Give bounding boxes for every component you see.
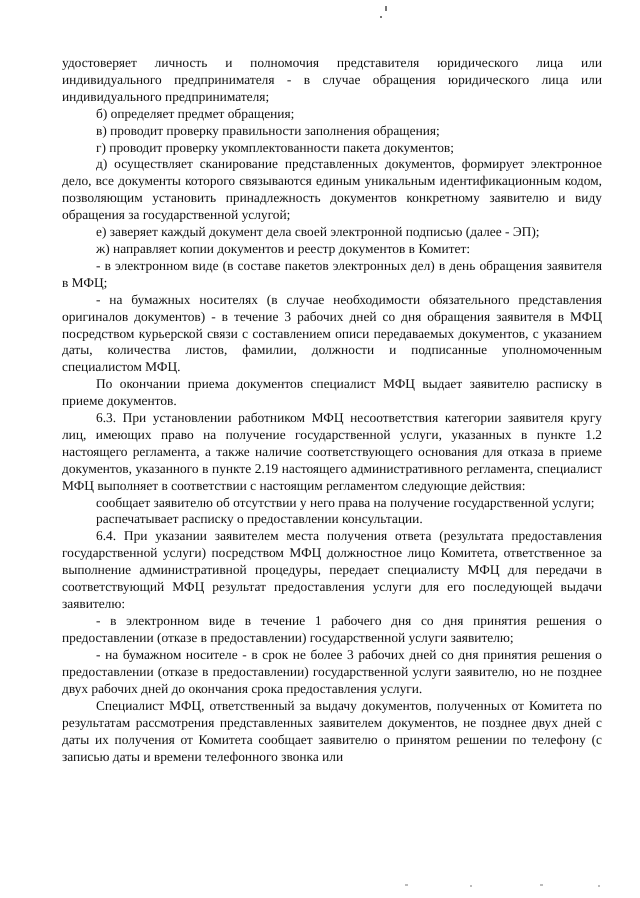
paragraph-d: д) осуществляет сканирование представленных документов, формирует электронное дело, все документы которого связываются единым уникальным идентификационным кодом, позволяющим установить принадлежность документов конкретному заявителю и виду обращения за государственной услугой;	[62, 156, 602, 223]
paragraph-v: в) проводит проверку правильности заполнения обращения;	[96, 122, 440, 138]
scan-speck	[380, 16, 382, 18]
action-print: распечатывает расписку о предоставлении консультации.	[96, 511, 423, 527]
scan-speck	[385, 6, 387, 11]
paragraph-zh: ж) направляет копии документов и реестр документов в Комитет:	[96, 240, 471, 256]
list-item-paper-result: - на бумажном носителе - в срок не более 3 рабочих дней со дня принятия решения о предоставлении (отказе в предоставлении) государственной услуги заявителю, но не позднее двух рабочих дней до окончания срока предоставления услуги.	[62, 646, 602, 696]
list-item-paper: - на бумажных носителях (в случае необходимости обязательного представления оригиналов документов) - в течение 3 рабочих дней со дня обращения заявителя в МФЦ посредством курьерской связи с составлением описи передаваемых документов, с указанием даты, количества листов, фамилии, должности и подписанные уполномоченным специалистом МФЦ.	[62, 291, 602, 375]
paragraph-receipt: По окончании приема документов специалист МФЦ выдает заявителю расписку в приеме документов.	[62, 376, 602, 409]
section-6-3: 6.3. При установлении работником МФЦ несоответствия категории заявителя кругу лиц, имеющих право на получение государственной услуги, указанных в пункте 1.2 настоящего регламента, а также наличие соответствующего основания для отказа в приеме документов, указанного в пункте 2.19 настоящего административного регламента, специалист МФЦ выполняет в соответствии с настоящим регламентом следующие действия:	[62, 410, 602, 493]
scan-speck	[540, 884, 543, 886]
paragraph-continuation: удостоверяет личность и полномочия представителя юридического лица или индивидуального предпринимателя - в случае обращения юридического лица или индивидуального предпринимателя;	[62, 55, 602, 104]
list-item-electronic-result: - в электронном виде в течение 1 рабочего дня со дня принятия решения о предоставлении (отказе в предоставлении) государственной услуги заявителю;	[62, 612, 602, 645]
scan-speck	[598, 885, 600, 887]
scan-speck	[405, 884, 408, 886]
paragraph-b: б) определяет предмет обращения;	[96, 105, 295, 121]
list-item-electronic: - в электронном виде (в составе пакетов электронных дел) в день обращения заявителя в МФЦ;	[62, 257, 602, 290]
scan-speck	[470, 885, 472, 887]
action-inform: сообщает заявителю об отсутствии у него права на получение государственной услуги;	[96, 494, 595, 510]
paragraph-e: е) заверяет каждый документ дела своей электронной подписью (далее - ЭП);	[96, 224, 540, 240]
document-body	[62, 55, 602, 766]
paragraph-g: г) проводит проверку укомплектованности пакета документов;	[96, 139, 454, 155]
section-6-4: 6.4. При указании заявителем места получения ответа (результата предоставления государственной услуги) посредством МФЦ должностное лицо Комитета, ответственное за выполнение административной процедуры, передает специалисту МФЦ для передачи в соответствующий МФЦ результат предоставления услуги для его последующей выдачи заявителю:	[62, 528, 602, 611]
paragraph-specialist: Специалист МФЦ, ответственный за выдачу документов, полученных от Комитета по результатам рассмотрения представленных заявителем документов, не позднее двух дней с даты их получения от Комитета сообщает заявителю о принятом решении по телефону (с записью даты и времени телефонного звонка или	[62, 698, 602, 765]
